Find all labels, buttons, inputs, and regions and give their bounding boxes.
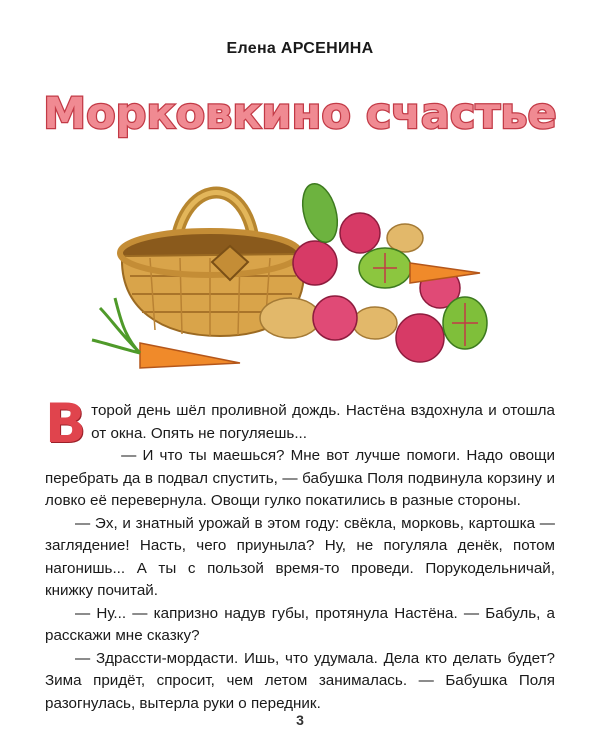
drop-cap: В [45,392,87,455]
vegetable-basket-illustration [80,158,520,378]
story-text [45,392,555,715]
paragraph-5: — Здрассти-мордасти. Ишь, что удумала. Дела кто делать будет? Зима придёт, спросит, чем летом занималась. — Бабушка Поля разогнулась, вытерла руки о передник. [45,649,555,712]
paragraph-1-text: торой день шёл проливной дождь. Настёна вздохнула и отошла от окна. Опять не погуляешь... [91,402,555,442]
paragraph-1 [45,392,555,455]
title-text: Морковкино счастье [43,89,557,139]
author-name: Елена АРСЕНИНА [226,40,374,57]
page-number: 3 [296,712,304,728]
paragraph-4: — Ну... — капризно надув губы, протянула Настёна. — Бабуль, а расскажи мне сказку? [45,604,555,644]
paragraph-2: — И что ты маешься? Мне вот лучше помоги. Надо овощи перебрать да в подвал спустить, — бабушка Поля подвинула корзину и ловко её перевернула. Овощи гулко покатились в разные стороны. [45,447,555,509]
story-title [40,78,560,148]
paragraph-3: — Эх, и знатный урожай в этом году: свёкла, морковь, картошка — заглядение! Насть, чего приуныла? Ну, не погуляла денёк, потом нагонишь... А ты с пользой время-то проведи. Порукодельничай, книжку почитай. [45,514,555,599]
